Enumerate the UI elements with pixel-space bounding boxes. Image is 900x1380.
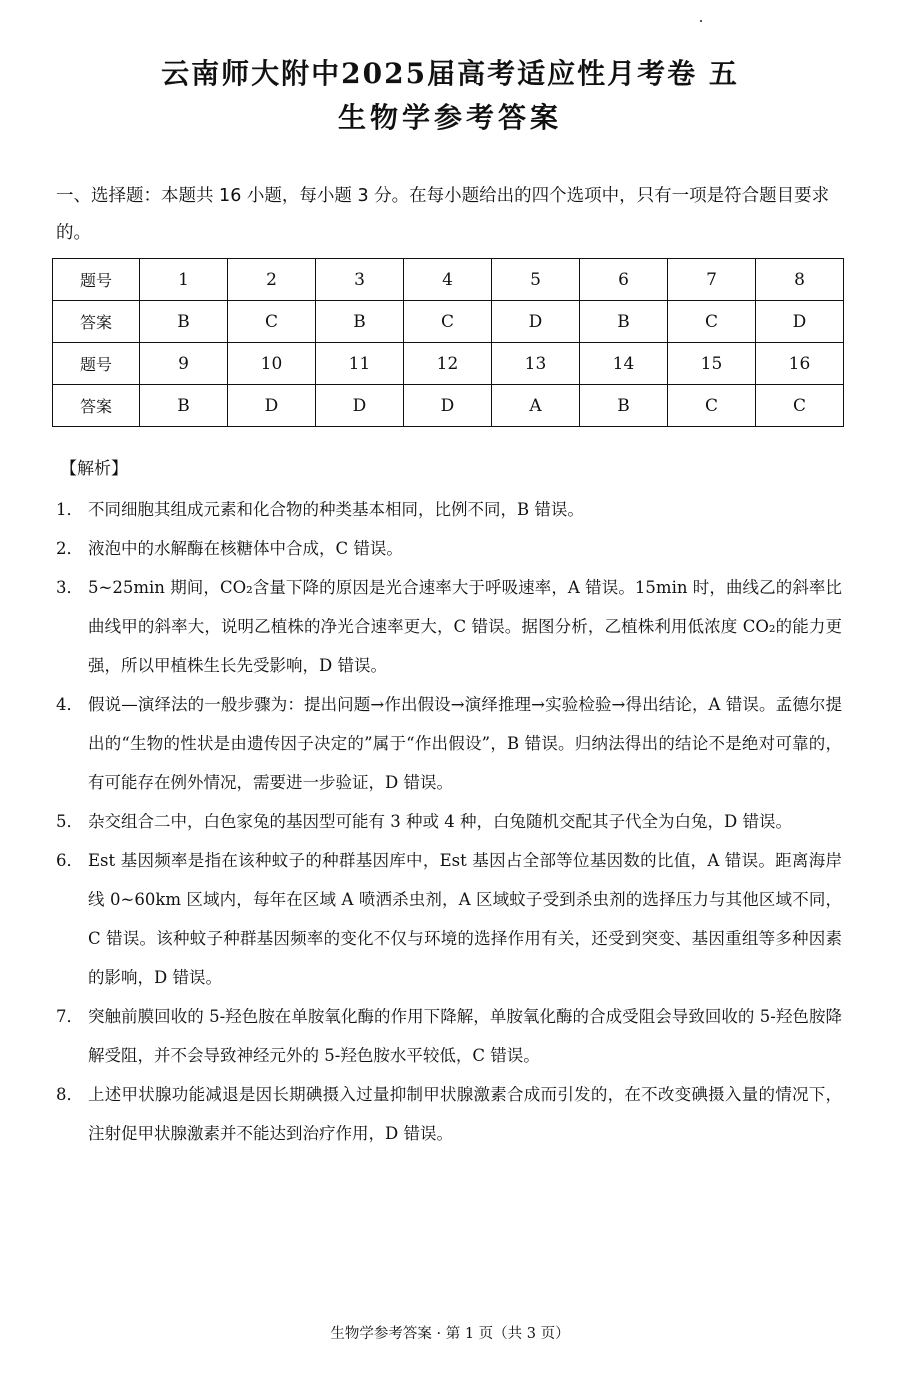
analysis-item xyxy=(56,490,842,529)
item-text: 5~25min 期间，CO₂含量下降的原因是光合速率大于呼吸速率，A 错误。15min 时，曲线乙的斜率比曲线甲的斜率大，说明乙植株的净光合速率更大，C 错误。据图分析，乙植株利用低浓度 CO₂的能力更强，所以甲植株生长先受影响，D 错误。 xyxy=(88,578,842,675)
document-title: 云南师大附中2025届高考适应性月考卷 五 xyxy=(161,57,739,90)
table-row-answers-1 xyxy=(53,301,844,343)
question-number: 4 xyxy=(404,259,492,301)
table-row-questions-2 xyxy=(53,343,844,385)
item-text: 液泡中的水解酶在核糖体中合成，C 错误。 xyxy=(88,539,403,558)
answer-table xyxy=(52,258,844,427)
question-number: 12 xyxy=(404,343,492,385)
item-text: Est 基因频率是指在该种蚊子的种群基因库中，Est 基因占全部等位基因数的比值，A 错误。距离海岸线 0~60km 区域内，每年在区域 A 喷洒杀虫剂，A 区域蚊子受到杀虫剂的选择压力与其他区域不同，C 错误。该种蚊子种群基因频率的变化不仅与环境的选择作用有关，还受到突变、基因重组等多种因素的影响，D 错误。 xyxy=(88,851,842,987)
item-number: 3． xyxy=(56,578,83,597)
question-label: 题号 xyxy=(53,343,140,385)
analysis-item xyxy=(56,1075,842,1153)
item-text: 杂交组合二中，白色家兔的基因型可能有 3 种或 4 种，白兔随机交配其子代全为白兔，D 错误。 xyxy=(88,812,792,831)
question-number: 1 xyxy=(140,259,228,301)
question-label: 题号 xyxy=(53,259,140,301)
analysis-item xyxy=(56,997,842,1075)
answer-cell: B xyxy=(140,301,228,343)
question-number: 10 xyxy=(228,343,316,385)
question-number: 13 xyxy=(492,343,580,385)
answer-cell: B xyxy=(316,301,404,343)
item-number: 7． xyxy=(56,1007,83,1026)
item-number: 4． xyxy=(56,695,83,714)
item-text: 不同细胞其组成元素和化合物的种类基本相同，比例不同，B 错误。 xyxy=(88,500,584,519)
answer-label: 答案 xyxy=(53,301,140,343)
answer-cell: D xyxy=(756,301,844,343)
question-number: 14 xyxy=(580,343,668,385)
answer-cell: C xyxy=(668,385,756,427)
answer-cell: D xyxy=(492,301,580,343)
analysis-item xyxy=(56,568,842,685)
item-number: 8． xyxy=(56,1085,83,1104)
analysis-item xyxy=(56,685,842,802)
section-heading: 一、选择题：本题共 16 小题，每小题 3 分。在每小题给出的四个选项中，只有一项是符合题目要求的。 xyxy=(56,186,830,243)
answer-cell: B xyxy=(140,385,228,427)
answer-cell: C xyxy=(756,385,844,427)
analysis-item xyxy=(56,529,842,568)
answer-cell: C xyxy=(668,301,756,343)
answer-cell: C xyxy=(404,301,492,343)
question-number: 8 xyxy=(756,259,844,301)
question-number: 6 xyxy=(580,259,668,301)
analysis-list xyxy=(56,490,842,1153)
question-number: 16 xyxy=(756,343,844,385)
analysis-item xyxy=(56,802,842,841)
analysis-heading: 【解析】 xyxy=(60,459,128,479)
answer-cell: A xyxy=(492,385,580,427)
item-text: 上述甲状腺功能减退是因长期碘摄入过量抑制甲状腺激素合成而引发的，在不改变碘摄入量的情况下，注射促甲状腺激素并不能达到治疗作用，D 错误。 xyxy=(88,1085,842,1143)
item-number: 1． xyxy=(56,500,83,519)
document-subtitle: 生物学参考答案 xyxy=(337,101,562,134)
answer-cell: D xyxy=(316,385,404,427)
question-number: 2 xyxy=(228,259,316,301)
analysis-item xyxy=(56,841,842,997)
answer-cell: B xyxy=(580,385,668,427)
page-footer: 生物学参考答案 · 第 1 页（共 3 页） xyxy=(330,1326,570,1342)
item-text: 假说—演绎法的一般步骤为：提出问题→作出假设→演绎推理→实验检验→得出结论，A 错误。孟德尔提出的“生物的性状是由遗传因子决定的”属于“作出假设”，B 错误。归纳法得出的结论不是绝对可靠的，有可能存在例外情况，需要进一步验证，D 错误。 xyxy=(88,695,842,792)
question-number: 11 xyxy=(316,343,404,385)
scan-speck xyxy=(700,20,702,22)
question-number: 5 xyxy=(492,259,580,301)
answer-cell: D xyxy=(228,385,316,427)
answer-label: 答案 xyxy=(53,385,140,427)
item-number: 5． xyxy=(56,812,83,831)
question-number: 15 xyxy=(668,343,756,385)
question-number: 7 xyxy=(668,259,756,301)
question-number: 3 xyxy=(316,259,404,301)
question-number: 9 xyxy=(140,343,228,385)
answer-cell: B xyxy=(580,301,668,343)
table-row-answers-2 xyxy=(53,385,844,427)
item-text: 突触前膜回收的 5-羟色胺在单胺氧化酶的作用下降解，单胺氧化酶的合成受阻会导致回收的 5-羟色胺降解受阻，并不会导致神经元外的 5-羟色胺水平较低，C 错误。 xyxy=(88,1007,842,1065)
item-number: 2． xyxy=(56,539,83,558)
table-row-questions-1 xyxy=(53,259,844,301)
answer-cell: D xyxy=(404,385,492,427)
answer-cell: C xyxy=(228,301,316,343)
item-number: 6． xyxy=(56,851,83,870)
